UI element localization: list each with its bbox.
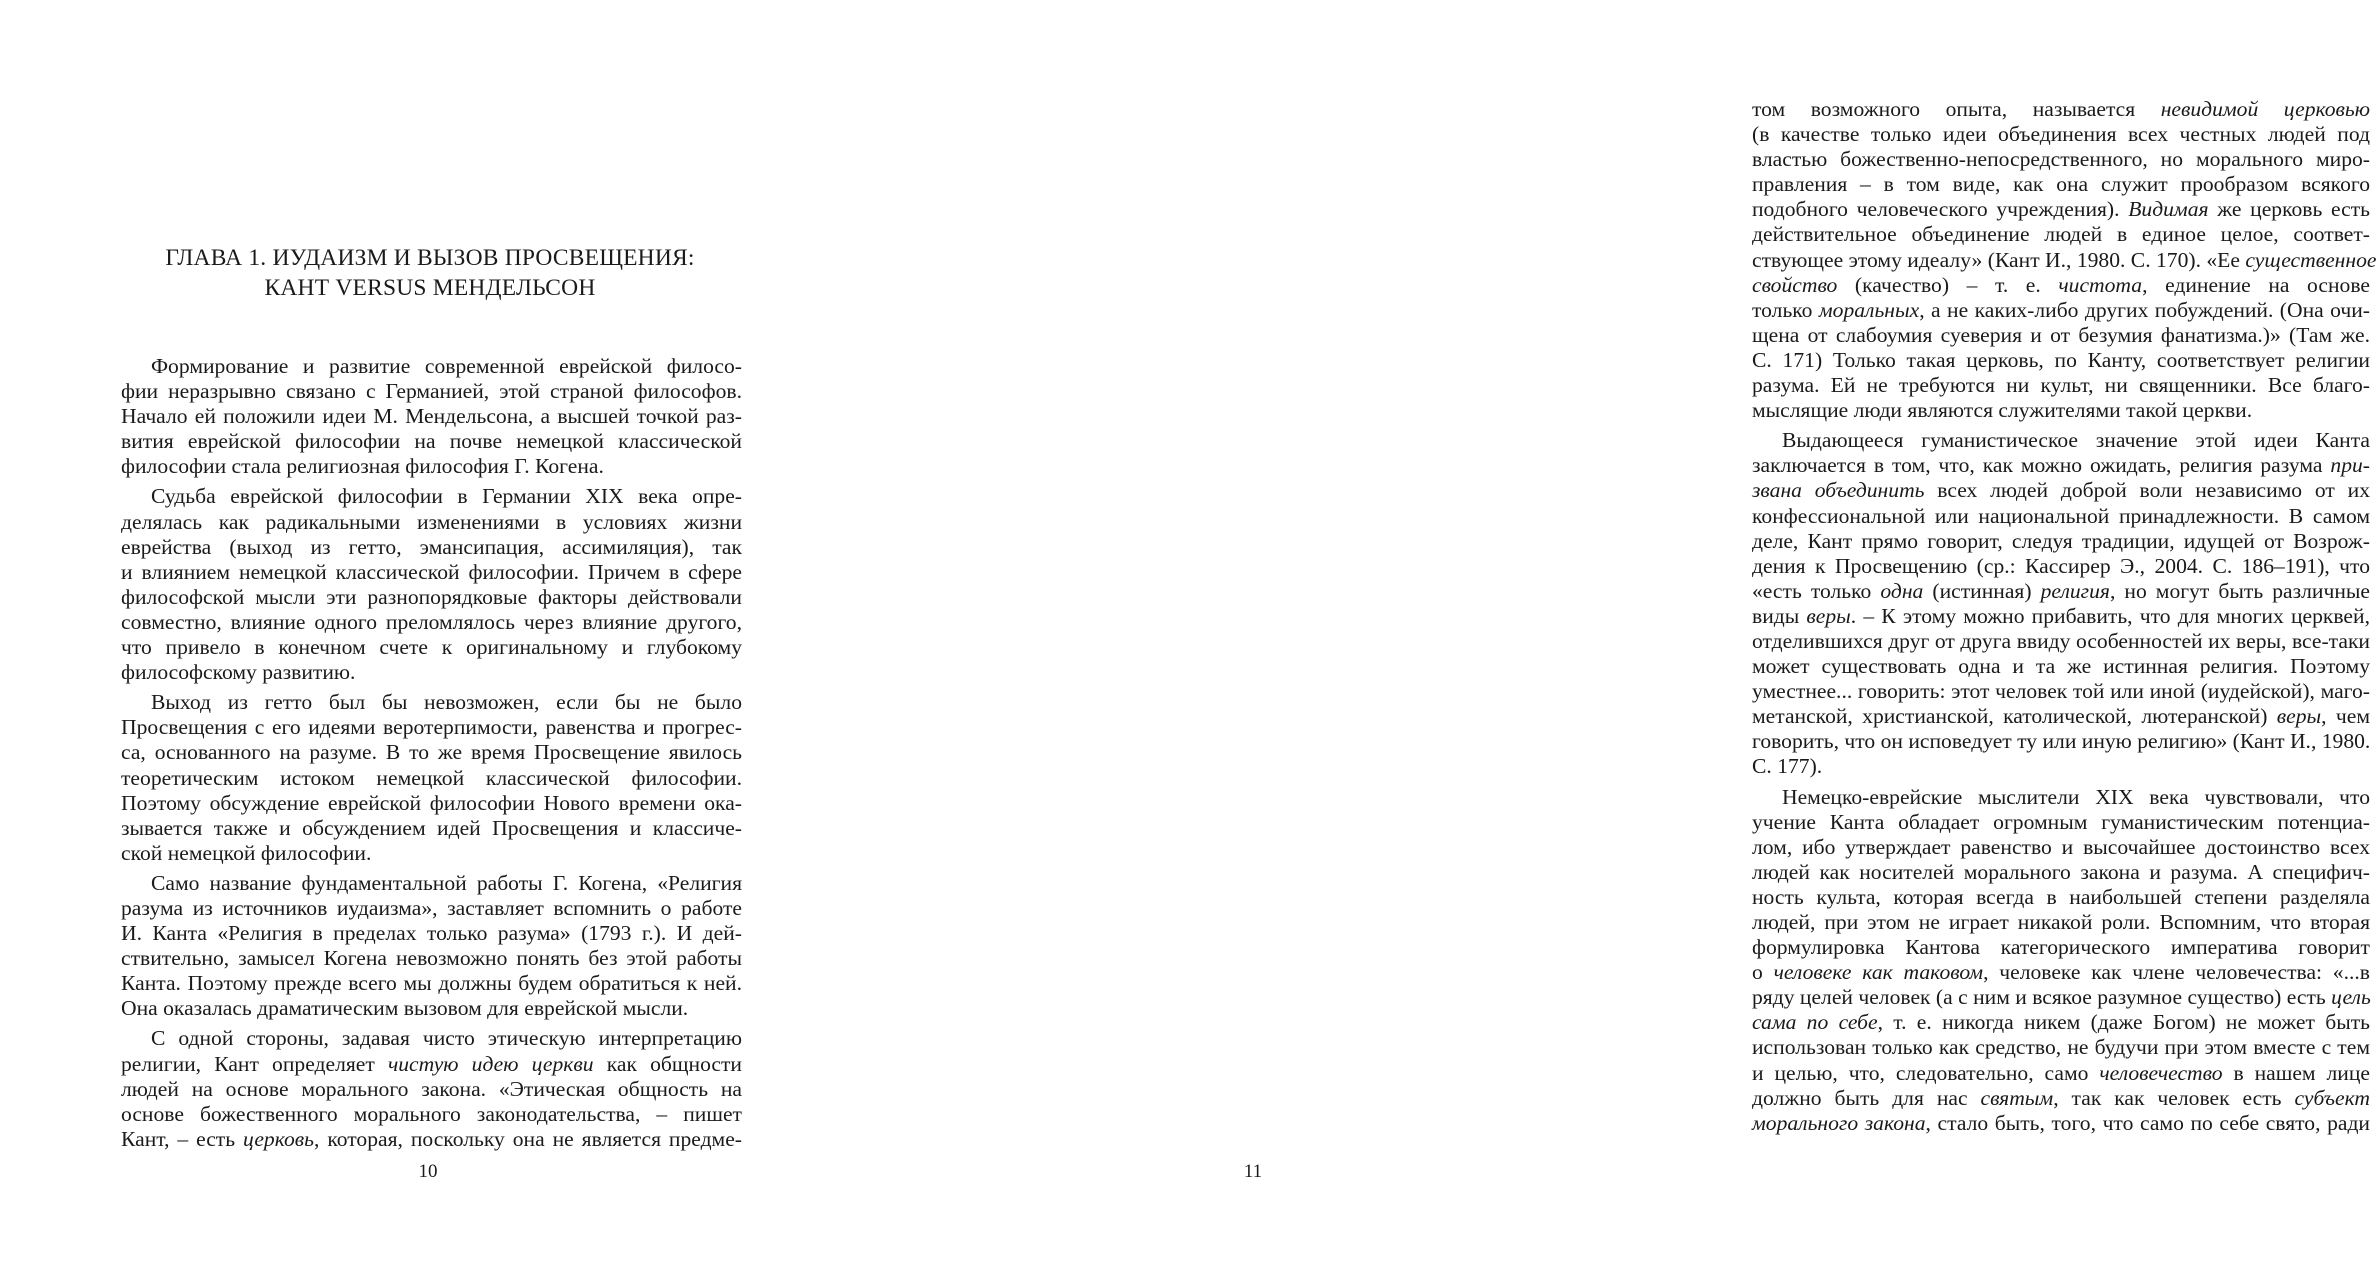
text-line (1752, 453, 2370, 478)
text-line (1752, 348, 2370, 373)
italic-text-segment: цель (2331, 985, 2371, 1010)
text-line (1752, 172, 2370, 197)
italic-text-segment: существенное (2245, 247, 2376, 272)
text-segment: Выход из гетто был бы невозможен, если бы не было (151, 690, 742, 715)
text-segment: философии стала религиозная философия Г. Когена. (121, 454, 604, 479)
text-segment: Начало ей положили идеи М. Мендельсона, а высшей точкой раз- (121, 404, 742, 429)
text-segment: . – К этому можно прибавить, что для многих церквей, (1850, 603, 2370, 628)
text-line (121, 660, 742, 685)
chapter-heading (120, 243, 740, 303)
italic-text-segment: чистота (2058, 272, 2143, 297)
text-line (121, 635, 742, 660)
text-segment: философскому развитию. (121, 660, 356, 685)
text-line (1752, 428, 2370, 453)
text-line (1752, 1111, 2370, 1136)
text-line (1752, 222, 2370, 247)
text-segment: отделившихся друг от друга ввиду особенностей их веры, все-таки (1752, 628, 2370, 653)
text-segment: использован только как средство, не будучи при этом вместе с тем (1752, 1035, 2370, 1060)
text-segment: о (1752, 960, 1774, 985)
text-segment: дения к Просвещению (ср.: Кассирер Э., 2004. С. 186–191), что (1752, 553, 2370, 578)
text-segment: , стало быть, того, что само по себе свято, ради (1925, 1110, 2370, 1135)
text-segment: са, основанного на разуме. В то же время Просвещение явилось (121, 740, 742, 765)
text-line (121, 1077, 742, 1102)
text-line (1752, 679, 2370, 704)
text-segment: заключается в том, что, как можно ожидать, религия разума (1752, 453, 2331, 478)
text-segment: , чем (2321, 704, 2370, 729)
italic-text-segment: религия (2040, 578, 2110, 603)
text-line (1752, 97, 2370, 122)
text-segment: учение Канта обладает огромным гуманистическим потенциа- (1752, 809, 2370, 834)
text-segment: «есть только (1752, 578, 1881, 603)
text-segment: Поэтому обсуждение еврейской философии Нового времени ока- (121, 790, 742, 815)
text-line (121, 379, 742, 404)
paragraph (1752, 97, 2376, 423)
text-line (1752, 1035, 2370, 1060)
text-segment: только (1752, 297, 1819, 322)
text-line (1752, 147, 2370, 172)
text-line (121, 871, 742, 896)
text-segment: , которая, поскольку она не является предме- (314, 1126, 742, 1151)
text-segment: правления – в том виде, как она служит прообразом всякого (1752, 172, 2370, 197)
text-segment: философской мысли эти разнопорядковые факторы действовали (121, 584, 742, 609)
text-line (1752, 1061, 2370, 1086)
text-line (121, 946, 742, 971)
italic-text-segment: церковь (243, 1126, 315, 1151)
text-line (121, 1102, 742, 1127)
text-segment: властью божественно-непосредственного, но морального миро- (1752, 147, 2370, 172)
text-segment: людей как носителей морального закона и разума. А специфич- (1752, 859, 2370, 884)
italic-text-segment: невидимой церковью (2160, 97, 2370, 121)
text-segment: Немецко-еврейские мыслители XIX века чувствовали, что (1782, 784, 2370, 809)
italic-text-segment: одна (1880, 578, 1924, 603)
text-segment: ность культа, которая всегда в наибольшей степени разделяла (1752, 884, 2370, 909)
text-segment: ской немецкой философии. (121, 840, 372, 865)
text-segment: ряду целей человек (а с ним и всякое разумное существо) есть (1752, 985, 2332, 1010)
text-line (1752, 604, 2370, 629)
text-segment: , человеке как члене человечества: «...в (1983, 960, 2370, 985)
text-line (1752, 654, 2370, 679)
text-segment: же церковь есть (2208, 197, 2370, 222)
text-line (121, 896, 742, 921)
text-segment: и влиянием немецкой классической философии. Причем в сфере (121, 559, 742, 584)
text-segment: должно быть для нас (1752, 1085, 1981, 1110)
text-segment: ствительно, замысел Когена невозможно понять без этой работы (121, 946, 742, 971)
text-segment: том возможного опыта, называется (1752, 97, 2161, 121)
text-line (121, 791, 742, 816)
italic-text-segment: чистую идею церкви (387, 1051, 594, 1076)
text-segment: зывается также и обсуждением идей Просвещения и классиче- (121, 815, 742, 840)
text-line (1752, 704, 2370, 729)
italic-text-segment: свойство (1752, 272, 1838, 297)
paragraph (121, 484, 742, 685)
chapter-heading-line-1: ГЛАВА 1. ИУДАИЗМ И ВЫЗОВ ПРОСВЕЩЕНИЯ: (165, 245, 695, 271)
text-line (121, 585, 742, 610)
text-line (1752, 273, 2370, 298)
text-segment: И. Канта «Религия в пределах только разума» (1793 г.). И дей- (121, 921, 742, 946)
text-line (121, 454, 742, 479)
text-line (121, 971, 742, 996)
text-segment: , а не каких-либо других побуждений. (Она очи- (1919, 297, 2370, 322)
italic-text-segment: при- (2330, 453, 2370, 478)
text-segment: людей, при этом не играет никакой роли. Вспомним, что вторая (1752, 910, 2370, 934)
text-line (1752, 478, 2370, 503)
text-line (121, 841, 742, 866)
italic-text-segment: человечество (2099, 1060, 2223, 1085)
text-segment: ствующее этому идеалу» (Кант И., 1980. С. 170). «Ее (1752, 247, 2246, 272)
text-segment: деле, Кант прямо говорит, следуя традиции, идущей от Возрож- (1752, 528, 2370, 553)
text-line (1752, 810, 2370, 835)
text-segment: конфессиональной или национальной принадлежности. В самом (1752, 503, 2370, 528)
italic-text-segment: святым (1980, 1085, 2054, 1110)
text-segment: , т. е. никогда никем (даже Богом) не может быть (1877, 1010, 2370, 1035)
text-line (1752, 910, 2370, 935)
text-segment: в нашем лице (2222, 1060, 2370, 1085)
text-segment: делялась как радикальными изменениями в условиях жизни (121, 509, 742, 534)
paragraph (1752, 428, 2370, 779)
text-segment: Выдающееся гуманистическое значение этой идеи Канта (1782, 428, 2370, 453)
left-page-body-text (121, 354, 742, 1152)
italic-text-segment: сама по себе (1752, 1010, 1878, 1035)
text-segment: разума. Ей не требуются ни культ, ни священники. Все благо- (1752, 373, 2370, 398)
paragraph (121, 871, 742, 1022)
text-line (121, 921, 742, 946)
text-line (121, 484, 742, 509)
text-segment: Формирование и развитие современной еврейской филосо- (151, 354, 742, 378)
italic-text-segment: звана объединить (1752, 478, 1925, 503)
text-line (1752, 885, 2370, 910)
text-segment: что привело в конечном счете к оригинальному и глубокому (121, 635, 742, 660)
text-segment: щена от слабоумия суеверия и от безумия фанатизма.)» (Там же. (1752, 322, 2370, 347)
text-segment: религии, Кант определяет (121, 1051, 388, 1076)
text-line (121, 1026, 742, 1051)
text-segment: Само название фундаментальной работы Г. Когена, «Религия (151, 870, 742, 895)
text-line (1752, 754, 2370, 779)
text-segment: формулировка Кантова категорического императива говорит (1752, 935, 2370, 960)
chapter-heading-line-2: КАНТ VERSUS МЕНДЕЛЬСОН (264, 275, 596, 301)
italic-text-segment: человеке как таковом (1773, 960, 1984, 985)
text-line (121, 996, 742, 1021)
text-segment: Кант, – есть (121, 1126, 244, 1151)
text-segment: С. 177). (1752, 754, 1823, 779)
right-page-body-text (1752, 97, 2376, 1136)
italic-text-segment: моральных (1818, 297, 1920, 322)
text-line (1752, 323, 2370, 348)
text-line (1752, 860, 2370, 885)
text-segment: (истинная) (1923, 578, 2041, 603)
text-segment: фии неразрывно связано с Германией, этой страной философов. (121, 379, 742, 404)
text-segment: , но могут быть различные (2109, 578, 2370, 603)
text-line (1752, 785, 2370, 810)
text-segment: С одной стороны, задавая чисто этическую интерпретацию (151, 1026, 742, 1051)
text-line (121, 610, 742, 635)
text-line (121, 816, 742, 841)
text-segment: лом, ибо утверждает равенство и высочайшее достоинство всех (1752, 834, 2370, 859)
text-line (1752, 935, 2370, 960)
text-line (1752, 398, 2370, 423)
italic-text-segment: субъект (2294, 1085, 2371, 1110)
text-segment: совместно, влияние одного преломлялось через влияние другого, (121, 609, 742, 634)
text-line (1752, 1010, 2370, 1035)
text-segment: действительное объединение людей в единое целое, соответ- (1752, 222, 2370, 247)
text-segment: , так как человек есть (2053, 1085, 2295, 1110)
italic-text-segment: морального закона (1752, 1110, 1926, 1135)
text-line (1752, 529, 2370, 554)
text-line (1752, 985, 2370, 1010)
text-line (121, 354, 742, 379)
text-segment: уместнее... говорить: этот человек той или иной (иудейской), маго- (1752, 679, 2370, 704)
text-segment: метанской, христианской, католической, лютеранской) (1752, 704, 2277, 729)
text-line (121, 1127, 742, 1152)
page-number-right: 11 (1243, 1161, 1263, 1182)
paragraph (121, 1026, 742, 1151)
text-segment: говорить, что он исповедует ту или иную религию» (Кант И., 1980. (1752, 729, 2371, 754)
text-segment: Судьба еврейской философии в Германии XIX века опре- (151, 484, 742, 509)
text-line (121, 560, 742, 585)
text-segment: разума из источников иудаизма», заставляет вспомнить о работе (121, 895, 742, 920)
text-segment: вития еврейской философии на почве немецкой классической (121, 429, 742, 454)
text-segment: (качество) – т. е. (1837, 272, 2059, 297)
text-line (121, 690, 742, 715)
text-segment: как общности (593, 1051, 742, 1076)
text-line (1752, 373, 2370, 398)
text-line (121, 535, 742, 560)
text-segment: людей на основе морального закона. «Этическая общность на (121, 1076, 742, 1101)
text-segment: С. 171) Только такая церковь, по Канту, соответствует религии (1752, 347, 2370, 372)
text-line (121, 510, 742, 535)
text-line (121, 429, 742, 454)
text-line (1752, 247, 2376, 273)
italic-text-segment: веры (1806, 603, 1851, 628)
text-line (1752, 579, 2370, 604)
text-line (1752, 1086, 2370, 1111)
paragraph (1752, 785, 2370, 1136)
text-line (1752, 298, 2370, 323)
text-line (1752, 729, 2370, 754)
text-segment: (в качестве только идеи объединения всех честных людей под (1752, 122, 2370, 147)
text-line (1752, 629, 2370, 654)
text-segment: теоретическим истоком немецкой классической философии. (121, 765, 742, 790)
text-line (1752, 835, 2370, 860)
text-segment: подобного человеческого учреждения). (1752, 197, 2129, 222)
text-segment: еврейства (выход из гетто, эмансипация, ассимиляция), так (121, 534, 742, 559)
text-line (121, 404, 742, 429)
text-line (121, 740, 742, 765)
text-segment: основе божественного морального законодательства, – пишет (121, 1101, 742, 1126)
text-line (1752, 197, 2370, 222)
page-number-left: 10 (418, 1161, 438, 1182)
paragraph (121, 354, 742, 479)
text-segment: виды (1752, 603, 1807, 628)
italic-text-segment: Видимая (2128, 197, 2209, 222)
paragraph (121, 690, 742, 866)
text-segment: Канта. Поэтому прежде всего мы должны будем обратиться к ней. (121, 971, 742, 996)
text-line (1752, 554, 2370, 579)
right-page (827, 0, 2376, 1270)
text-segment: может существовать одна и та же истинная религия. Поэтому (1752, 654, 2370, 679)
text-line (1752, 960, 2370, 985)
italic-text-segment: веры (2276, 704, 2322, 729)
text-segment: Просвещения с его идеями веротерпимости, равенства и прогрес- (121, 715, 742, 740)
text-segment: и целью, что, следовательно, само (1752, 1060, 2100, 1085)
text-segment: , единение на основе (2142, 272, 2370, 297)
left-page (0, 0, 827, 1270)
text-segment: мыслящие люди являются служителями такой церкви. (1752, 398, 2253, 423)
text-line (121, 766, 742, 791)
text-line (1752, 504, 2370, 529)
text-line (1752, 122, 2370, 147)
text-line (121, 1052, 742, 1077)
text-line (121, 715, 742, 740)
text-segment: Она оказалась драматическим вызовом для еврейской мысли. (121, 996, 689, 1021)
text-segment: всех людей доброй воли независимо от их (1924, 478, 2370, 503)
